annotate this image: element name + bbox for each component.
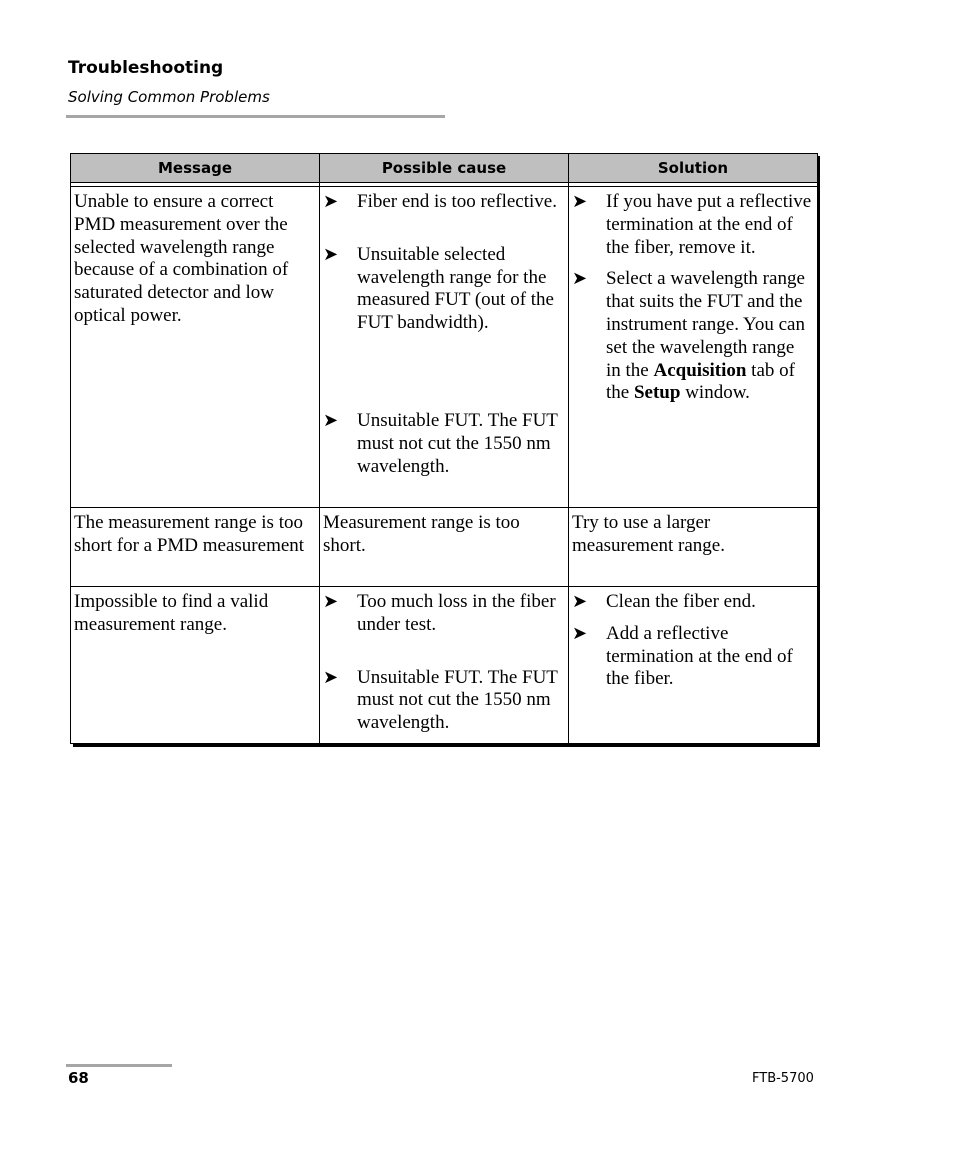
table-row <box>71 587 818 744</box>
page-number: 68 <box>68 1069 89 1087</box>
cause-text: Unsuitable selected wavelength range for the measured FUT (out of the FUT bandwidth). <box>357 243 554 334</box>
solution-item <box>572 268 812 405</box>
troubleshooting-table <box>70 153 817 744</box>
bullet-arrow-icon: ➤ <box>323 409 339 431</box>
cause-cell <box>320 587 569 744</box>
product-name: FTB-5700 <box>752 1071 814 1086</box>
bullet-arrow-icon: ➤ <box>572 191 588 212</box>
message-cell: Unable to ensure a correct PMD measurement over the selected wavelength range because of a combination of saturated detector and low optical power. <box>71 187 320 508</box>
solution-text: If you have put a reflective termination at the end of the fiber, remove it. <box>606 191 812 258</box>
bullet-arrow-icon: ➤ <box>323 243 339 265</box>
message-cell: Impossible to find a valid measurement range. <box>71 587 320 744</box>
cause-text: Too much loss in the fiber under test. <box>357 591 556 635</box>
solution-cell: Try to use a larger measurement range. <box>569 508 818 587</box>
solution-cell <box>569 187 818 508</box>
setup-window-name: Setup <box>633 382 681 404</box>
solution-text: Select a wavelength range that suits the FUT and the instrument range. You can set the wavelength range in the Acquisition tab of the Setup window. <box>606 268 805 404</box>
table-row <box>71 508 818 587</box>
bullet-arrow-icon: ➤ <box>323 666 339 688</box>
solution-text: Clean the fiber end. <box>606 591 756 612</box>
solution-cell <box>569 587 818 744</box>
solution-item <box>572 591 812 614</box>
cause-cell: Measurement range is too short. <box>320 508 569 587</box>
solution-item <box>572 623 812 691</box>
acquisition-tab-name: Acquisition <box>653 359 747 381</box>
table-header-row <box>71 154 818 183</box>
column-header-solution: Solution <box>569 154 818 183</box>
bullet-arrow-icon: ➤ <box>323 591 339 612</box>
message-cell: The measurement range is too short for a PMD measurement <box>71 508 320 587</box>
cause-text: Unsuitable FUT. The FUT must not cut the 1550 nm wavelength. <box>357 666 558 734</box>
bullet-arrow-icon: ➤ <box>323 191 339 212</box>
cause-item <box>323 410 563 478</box>
table-row <box>71 187 818 508</box>
cause-item <box>323 591 563 637</box>
bullet-arrow-icon: ➤ <box>572 591 588 612</box>
solution-item <box>572 191 812 259</box>
cause-cell <box>320 187 569 508</box>
section-subtitle: Solving Common Problems <box>68 88 270 106</box>
cause-item <box>323 244 563 335</box>
cause-text: Fiber end is too reflective. <box>357 191 557 212</box>
bullet-arrow-icon: ➤ <box>572 622 588 644</box>
column-header-message: Message <box>71 154 320 183</box>
footer-divider <box>66 1064 172 1067</box>
bullet-arrow-icon: ➤ <box>572 268 588 290</box>
column-header-possible-cause: Possible cause <box>320 154 569 183</box>
cause-text: Unsuitable FUT. The FUT must not cut the 1550 nm wavelength. <box>357 409 558 477</box>
header-divider <box>66 115 445 118</box>
cause-item <box>323 191 563 214</box>
section-title: Troubleshooting <box>68 58 224 78</box>
solution-text: Add a reflective termination at the end of the fiber. <box>606 622 793 690</box>
cause-item <box>323 667 563 735</box>
